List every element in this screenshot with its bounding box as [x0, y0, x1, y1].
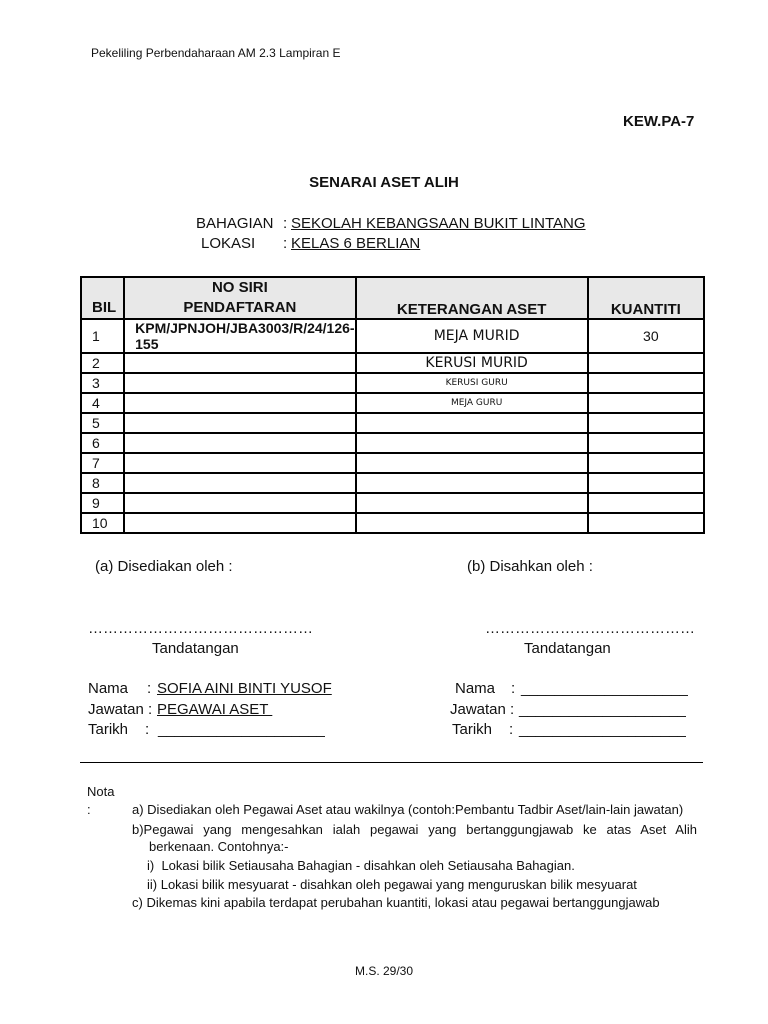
prepared-signature-label: Tandatangan: [152, 640, 239, 657]
note-b-line2: berkenaan. Contohnya:-: [149, 839, 289, 854]
cell-no-siri: [124, 433, 355, 453]
prepared-name-colon: :: [147, 680, 152, 697]
cell-bil: 10: [81, 513, 124, 533]
cell-keterangan: MEJA MURID: [356, 319, 588, 353]
approved-signature-label: Tandatangan: [524, 640, 611, 657]
note-b-i: i) Lokasi bilik Setiausaha Bahagian - disahkan oleh Setiausaha Bahagian.: [147, 858, 575, 873]
note-b-line1: b)Pegawai yang mengesahkan ialah pegawai yang bertanggungjawab ke atas Aset Alih: [132, 822, 697, 837]
cell-keterangan: [356, 513, 588, 533]
prepared-position-value: PEGAWAI ASET: [157, 701, 273, 718]
cell-bil: 4: [81, 393, 124, 413]
header-bil: BIL: [81, 277, 124, 319]
department-colon: :: [283, 215, 288, 232]
section-divider: [80, 762, 703, 763]
note-a: a) Disediakan oleh Pegawai Aset atau wakilnya (contoh:Pembantu Tadbir Aset/lain-lain jawatan): [132, 802, 684, 817]
header-kuantiti: KUANTITI: [588, 277, 704, 319]
approved-name-line: ____________________: [521, 680, 688, 697]
cell-kuantiti: [588, 433, 704, 453]
location-value: KELAS 6 BERLIAN: [291, 235, 421, 252]
cell-kuantiti: [588, 393, 704, 413]
table-row: [81, 433, 704, 453]
table-row: [81, 373, 704, 393]
document-title: SENARAI ASET ALIH: [309, 174, 459, 191]
cell-kuantiti: [588, 473, 704, 493]
cell-kuantiti: [588, 513, 704, 533]
cell-no-siri: [124, 373, 355, 393]
table-header-row: [81, 277, 704, 319]
prepared-name-value: SOFIA AINI BINTI YUSOF: [157, 680, 332, 697]
cell-kuantiti: [588, 373, 704, 393]
cell-no-siri: [124, 473, 355, 493]
asset-table: [80, 276, 705, 534]
header-no-siri-line2: PENDAFTARAN: [183, 299, 297, 316]
cell-bil: 1: [81, 319, 124, 353]
approved-date-colon: :: [509, 721, 514, 738]
approved-date-label: Tarikh: [452, 721, 493, 738]
cell-kuantiti: [588, 493, 704, 513]
cell-keterangan: MEJA GURU: [356, 393, 588, 413]
prepared-signature-line: ………………………………………: [88, 620, 313, 637]
header-no-siri: [124, 277, 355, 319]
prepared-date-label: Tarikh: [88, 721, 129, 738]
header-no-siri-line1: NO SIRI: [211, 279, 268, 296]
cell-keterangan: KERUSI GURU: [356, 373, 588, 393]
cell-no-siri: KPM/JPNJOH/JBA3003/R/24/126-155: [124, 319, 355, 353]
page-number: M.S. 29/30: [354, 964, 414, 978]
table-row: [81, 319, 704, 353]
note-c: c) Dikemas kini apabila terdapat perubahan kuantiti, lokasi atau pegawai bertanggungjawab: [132, 895, 660, 910]
table-row: [81, 413, 704, 433]
notes-heading: Nota: [87, 784, 115, 799]
header-keterangan: KETERANGAN ASET: [356, 277, 588, 319]
prepared-by-label: (a) Disediakan oleh :: [95, 558, 233, 575]
cell-no-siri: [124, 413, 355, 433]
location-label: LOKASI: [201, 235, 256, 252]
cell-keterangan: [356, 473, 588, 493]
cell-keterangan: [356, 453, 588, 473]
cell-no-siri: [124, 493, 355, 513]
prepared-position-label: Jawatan :: [88, 701, 153, 718]
table-row: [81, 393, 704, 413]
cell-kuantiti: [588, 413, 704, 433]
circular-reference: Pekeliling Perbendaharaan AM 2.3 Lampiran E: [91, 46, 341, 60]
approved-by-label: (b) Disahkan oleh :: [467, 558, 593, 575]
department-value: SEKOLAH KEBANGSAAN BUKIT LINTANG: [291, 215, 586, 232]
prepared-date-line: ____________________: [158, 721, 325, 738]
approved-position-line: ____________________: [519, 701, 686, 718]
cell-bil: 3: [81, 373, 124, 393]
table-row: [81, 513, 704, 533]
prepared-date-colon: :: [145, 721, 150, 738]
cell-no-siri: [124, 453, 355, 473]
approved-signature-line: ……………………………………: [485, 620, 695, 637]
cell-bil: 9: [81, 493, 124, 513]
prepared-name-label: Nama: [88, 680, 129, 697]
cell-bil: 5: [81, 413, 124, 433]
cell-bil: 6: [81, 433, 124, 453]
notes-colon: :: [87, 802, 91, 817]
location-colon: :: [283, 235, 288, 252]
cell-no-siri: [124, 353, 355, 373]
cell-keterangan: [356, 493, 588, 513]
cell-keterangan: [356, 413, 588, 433]
approved-date-line: ____________________: [519, 721, 686, 738]
form-code: KEW.PA-7: [623, 113, 695, 130]
department-label: BAHAGIAN: [196, 215, 274, 232]
cell-keterangan: [356, 433, 588, 453]
cell-kuantiti: [588, 353, 704, 373]
approved-name-label: Nama: [455, 680, 496, 697]
cell-bil: 2: [81, 353, 124, 373]
cell-bil: 8: [81, 473, 124, 493]
cell-kuantiti: [588, 453, 704, 473]
note-b-ii: ii) Lokasi bilik mesyuarat - disahkan oleh pegawai yang menguruskan bilik mesyuarat: [147, 877, 637, 892]
cell-kuantiti: 30: [588, 319, 704, 353]
table-row: [81, 473, 704, 493]
cell-no-siri: [124, 393, 355, 413]
table-row: [81, 453, 704, 473]
cell-no-siri: [124, 513, 355, 533]
approved-position-label: Jawatan :: [450, 701, 515, 718]
approved-name-colon: :: [511, 680, 516, 697]
cell-bil: 7: [81, 453, 124, 473]
table-row: [81, 493, 704, 513]
cell-keterangan: KERUSI MURID: [356, 353, 588, 373]
table-row: [81, 353, 704, 373]
